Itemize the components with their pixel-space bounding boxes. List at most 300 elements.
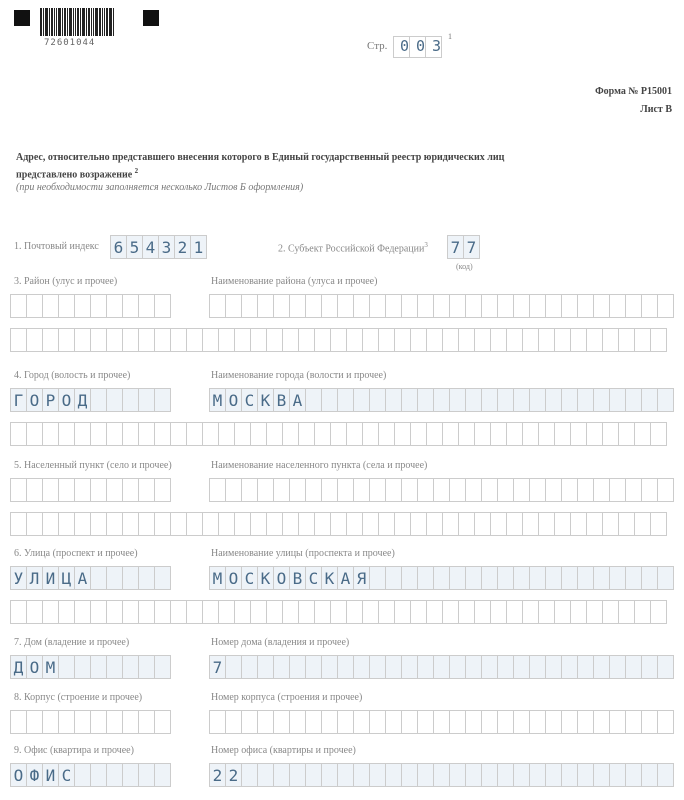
city-continuation-cell xyxy=(459,423,475,445)
city-continuation-cell xyxy=(651,423,667,445)
locality-continuation-cell xyxy=(555,513,571,535)
house-name-field[interactable] xyxy=(209,655,674,679)
city-name-cell xyxy=(354,389,370,411)
city-type-field[interactable] xyxy=(10,388,171,412)
house-name-cell xyxy=(514,656,530,678)
house-name-cell xyxy=(658,656,674,678)
city-continuation-cell xyxy=(203,423,219,445)
house-name-cell xyxy=(482,656,498,678)
office-name-cell xyxy=(434,764,450,786)
city-name-cell xyxy=(530,389,546,411)
locality-type-field[interactable] xyxy=(10,478,171,502)
city-continuation-cell xyxy=(587,423,603,445)
house-type-cell xyxy=(155,656,171,678)
street-type-cell: Л xyxy=(27,567,43,589)
district-type-field[interactable] xyxy=(10,294,171,318)
city-name-field[interactable] xyxy=(209,388,674,412)
corner-marker-left xyxy=(14,10,30,26)
postal-label: 1. Почтовый индекс xyxy=(14,241,99,252)
district-continuation-cell xyxy=(491,329,507,351)
street-name-cell xyxy=(450,567,466,589)
locality-name-cell xyxy=(210,479,226,501)
subject-hint: (код) xyxy=(456,262,473,271)
locality-continuation-cell xyxy=(475,513,491,535)
locality-continuation-cell xyxy=(11,513,27,535)
city-continuation-cell xyxy=(603,423,619,445)
district-name-cell xyxy=(242,295,258,317)
district-continuation-cell xyxy=(219,329,235,351)
district-name-cell xyxy=(338,295,354,317)
office-type-cell: О xyxy=(11,764,27,786)
city-continuation-cell xyxy=(283,423,299,445)
city-type-cell: О xyxy=(27,389,43,411)
street-continuation-cell xyxy=(251,601,267,623)
city-continuation-cell xyxy=(139,423,155,445)
house-name-cell xyxy=(450,656,466,678)
locality-name-cell xyxy=(338,479,354,501)
locality-type-cell xyxy=(123,479,139,501)
district-continuation-cell xyxy=(107,329,123,351)
street-name-cell xyxy=(594,567,610,589)
building-name-cell xyxy=(482,711,498,733)
street-continuation-cell xyxy=(587,601,603,623)
district-name-cell xyxy=(498,295,514,317)
street-name-cell xyxy=(370,567,386,589)
street-name-cell xyxy=(578,567,594,589)
locality-continuation-cell xyxy=(571,513,587,535)
city-name-cell: В xyxy=(274,389,290,411)
office-name-cell: 2 xyxy=(226,764,242,786)
house-type-cell xyxy=(139,656,155,678)
district-continuation-cell xyxy=(427,329,443,351)
street-name-cell xyxy=(386,567,402,589)
district-name-cell xyxy=(290,295,306,317)
district-continuation-cell xyxy=(411,329,427,351)
city-type-cell xyxy=(91,389,107,411)
locality-continuation-cell xyxy=(299,513,315,535)
house-name-cell xyxy=(338,656,354,678)
city-continuation-cell xyxy=(523,423,539,445)
city-name-cell xyxy=(514,389,530,411)
postal-code-cell: 3 xyxy=(159,236,175,258)
locality-name-cell xyxy=(258,479,274,501)
house-name-cell xyxy=(226,656,242,678)
locality-type-cell xyxy=(75,479,91,501)
city-continuation-cell xyxy=(43,423,59,445)
house-name-cell xyxy=(370,656,386,678)
district-continuation-cell xyxy=(395,329,411,351)
district-name-cell xyxy=(226,295,242,317)
house-name-cell: 7 xyxy=(210,656,226,678)
city-name-cell xyxy=(402,389,418,411)
building-name-cell xyxy=(370,711,386,733)
city-continuation-cell xyxy=(123,423,139,445)
locality-continuation-cell xyxy=(235,513,251,535)
street-continuation-cell xyxy=(651,601,667,623)
district-continuation-cell xyxy=(459,329,475,351)
city-continuation-cell xyxy=(347,423,363,445)
street-type-cell xyxy=(155,567,171,589)
street-name-cell xyxy=(418,567,434,589)
house-name-cell xyxy=(498,656,514,678)
district-continuation-cell xyxy=(603,329,619,351)
house-name-cell xyxy=(242,656,258,678)
locality-continuation-cell xyxy=(107,513,123,535)
locality-continuation-cell xyxy=(139,513,155,535)
locality-continuation-cell xyxy=(283,513,299,535)
street-name-cell xyxy=(626,567,642,589)
city-continuation-cell xyxy=(219,423,235,445)
street-name-cell xyxy=(530,567,546,589)
house-name-cell xyxy=(434,656,450,678)
house-type-cell: Д xyxy=(11,656,27,678)
building-name-cell xyxy=(306,711,322,733)
office-name-cell xyxy=(482,764,498,786)
city-name-cell: О xyxy=(226,389,242,411)
house-type-cell xyxy=(123,656,139,678)
city-name-cell xyxy=(626,389,642,411)
building-name-cell xyxy=(402,711,418,733)
district-name-cell xyxy=(418,295,434,317)
building-name-cell xyxy=(258,711,274,733)
locality-continuation-cell xyxy=(459,513,475,535)
district-name-cell xyxy=(354,295,370,317)
district-name-cell xyxy=(546,295,562,317)
office-name-cell xyxy=(338,764,354,786)
district-continuation-cell xyxy=(571,329,587,351)
locality-continuation-cell xyxy=(539,513,555,535)
locality-continuation-field[interactable] xyxy=(10,512,667,536)
locality-continuation-cell xyxy=(315,513,331,535)
office-name-cell xyxy=(370,764,386,786)
district-continuation-cell xyxy=(43,329,59,351)
building-name-cell xyxy=(210,711,226,733)
office-name-cell xyxy=(242,764,258,786)
district-name-cell xyxy=(658,295,674,317)
locality-continuation-cell xyxy=(43,513,59,535)
building-type-cell xyxy=(75,711,91,733)
barcode-number: 72601044 xyxy=(44,38,96,48)
city-name-cell xyxy=(434,389,450,411)
locality-name-cell xyxy=(402,479,418,501)
locality-continuation-cell xyxy=(619,513,635,535)
office-name-field[interactable] xyxy=(209,763,674,787)
district-continuation-cell xyxy=(587,329,603,351)
district-type-cell xyxy=(139,295,155,317)
city-continuation-cell xyxy=(555,423,571,445)
house-type-field[interactable] xyxy=(10,655,171,679)
office-name-cell xyxy=(578,764,594,786)
building-name-cell xyxy=(546,711,562,733)
city-name-cell xyxy=(370,389,386,411)
district-continuation-field[interactable] xyxy=(10,328,667,352)
building-name-cell xyxy=(498,711,514,733)
district-name-cell xyxy=(578,295,594,317)
city-continuation-cell xyxy=(187,423,203,445)
street-name-cell: М xyxy=(210,567,226,589)
locality-continuation-cell xyxy=(123,513,139,535)
office-type-cell xyxy=(107,764,123,786)
district-name-cell xyxy=(530,295,546,317)
street-name-cell xyxy=(642,567,658,589)
locality-continuation-cell xyxy=(651,513,667,535)
district-continuation-cell xyxy=(59,329,75,351)
locality-continuation-cell xyxy=(523,513,539,535)
district-name-label: Наименование района (улуса и прочее) xyxy=(211,276,378,287)
district-continuation-cell xyxy=(619,329,635,351)
locality-name-cell xyxy=(242,479,258,501)
city-name-cell: С xyxy=(242,389,258,411)
district-continuation-cell xyxy=(555,329,571,351)
house-name-cell xyxy=(610,656,626,678)
house-name-cell xyxy=(578,656,594,678)
postal-code-cell: 2 xyxy=(175,236,191,258)
building-type-cell xyxy=(123,711,139,733)
locality-name-cell xyxy=(610,479,626,501)
street-continuation-cell xyxy=(59,601,75,623)
city-type-cell: О xyxy=(59,389,75,411)
house-name-cell xyxy=(642,656,658,678)
locality-name-cell xyxy=(498,479,514,501)
section-title-superscript: 2 xyxy=(134,167,139,175)
office-name-label: Номер офиса (квартиры и прочее) xyxy=(211,745,356,756)
locality-type-label: 5. Населенный пункт (село и прочее) xyxy=(14,460,172,471)
district-continuation-cell xyxy=(123,329,139,351)
office-name-cell xyxy=(274,764,290,786)
locality-name-cell xyxy=(642,479,658,501)
form-label: Форма № Р15001 xyxy=(595,86,672,97)
city-name-cell xyxy=(562,389,578,411)
district-name-cell xyxy=(562,295,578,317)
locality-type-cell xyxy=(91,479,107,501)
street-continuation-field[interactable] xyxy=(10,600,667,624)
postal-code-field[interactable] xyxy=(110,235,207,259)
street-name-field[interactable] xyxy=(209,566,674,590)
locality-continuation-cell xyxy=(587,513,603,535)
house-type-cell xyxy=(91,656,107,678)
house-type-cell xyxy=(59,656,75,678)
street-continuation-cell xyxy=(539,601,555,623)
office-name-cell xyxy=(562,764,578,786)
city-type-cell xyxy=(107,389,123,411)
building-name-cell xyxy=(578,711,594,733)
city-continuation-cell xyxy=(571,423,587,445)
district-name-cell xyxy=(482,295,498,317)
subject-label xyxy=(278,241,428,254)
city-type-cell xyxy=(139,389,155,411)
building-name-cell xyxy=(434,711,450,733)
district-type-label: 3. Район (улус и прочее) xyxy=(14,276,118,287)
city-continuation-cell xyxy=(11,423,27,445)
district-continuation-cell xyxy=(347,329,363,351)
district-continuation-cell xyxy=(139,329,155,351)
city-continuation-cell xyxy=(251,423,267,445)
house-name-cell xyxy=(530,656,546,678)
office-type-cell xyxy=(139,764,155,786)
postal-code-cell: 5 xyxy=(127,236,143,258)
locality-name-cell xyxy=(578,479,594,501)
street-name-cell xyxy=(482,567,498,589)
building-name-cell xyxy=(466,711,482,733)
building-name-cell xyxy=(418,711,434,733)
building-type-cell xyxy=(11,711,27,733)
locality-type-cell xyxy=(107,479,123,501)
street-continuation-cell xyxy=(203,601,219,623)
subject-code-cell: 7 xyxy=(464,236,480,258)
building-name-cell xyxy=(226,711,242,733)
city-continuation-cell xyxy=(171,423,187,445)
city-name-cell xyxy=(610,389,626,411)
office-type-field[interactable] xyxy=(10,763,171,787)
street-continuation-cell xyxy=(107,601,123,623)
city-name-cell xyxy=(450,389,466,411)
street-continuation-cell xyxy=(155,601,171,623)
office-name-cell xyxy=(530,764,546,786)
city-name-label: Наименование города (волости и прочее) xyxy=(211,370,387,381)
district-continuation-cell xyxy=(203,329,219,351)
district-name-cell xyxy=(386,295,402,317)
street-continuation-cell xyxy=(507,601,523,623)
city-continuation-cell xyxy=(619,423,635,445)
locality-name-cell xyxy=(546,479,562,501)
city-type-cell xyxy=(123,389,139,411)
office-name-cell xyxy=(258,764,274,786)
city-continuation-cell xyxy=(299,423,315,445)
district-continuation-cell xyxy=(523,329,539,351)
district-name-cell xyxy=(402,295,418,317)
district-continuation-cell xyxy=(507,329,523,351)
subject-code-field[interactable] xyxy=(447,235,480,259)
house-type-cell: М xyxy=(43,656,59,678)
district-name-field[interactable] xyxy=(209,294,674,318)
district-continuation-cell xyxy=(443,329,459,351)
office-name-cell xyxy=(322,764,338,786)
house-name-cell xyxy=(546,656,562,678)
street-name-cell xyxy=(402,567,418,589)
city-name-cell xyxy=(578,389,594,411)
locality-continuation-cell xyxy=(491,513,507,535)
office-name-cell xyxy=(306,764,322,786)
street-name-cell xyxy=(658,567,674,589)
street-continuation-cell xyxy=(123,601,139,623)
locality-name-cell xyxy=(370,479,386,501)
locality-continuation-cell xyxy=(603,513,619,535)
district-continuation-cell xyxy=(11,329,27,351)
city-type-label: 4. Город (волость и прочее) xyxy=(14,370,131,381)
city-continuation-field[interactable] xyxy=(10,422,667,446)
locality-name-field[interactable] xyxy=(209,478,674,502)
street-name-label: Наименование улицы (проспекта и прочее) xyxy=(211,548,395,559)
city-type-cell xyxy=(155,389,171,411)
locality-continuation-cell xyxy=(427,513,443,535)
street-continuation-cell xyxy=(11,601,27,623)
street-name-cell xyxy=(514,567,530,589)
locality-name-cell xyxy=(418,479,434,501)
city-name-cell xyxy=(338,389,354,411)
street-name-cell: С xyxy=(306,567,322,589)
locality-continuation-cell xyxy=(155,513,171,535)
street-continuation-cell xyxy=(75,601,91,623)
locality-type-cell xyxy=(139,479,155,501)
city-continuation-cell xyxy=(427,423,443,445)
street-continuation-cell xyxy=(299,601,315,623)
building-name-field[interactable] xyxy=(209,710,674,734)
locality-name-cell xyxy=(450,479,466,501)
locality-name-cell xyxy=(226,479,242,501)
district-name-cell xyxy=(434,295,450,317)
office-name-cell xyxy=(450,764,466,786)
street-type-cell: А xyxy=(75,567,91,589)
street-name-cell xyxy=(498,567,514,589)
building-type-field[interactable] xyxy=(10,710,171,734)
locality-continuation-cell xyxy=(251,513,267,535)
street-name-cell xyxy=(610,567,626,589)
street-name-cell xyxy=(434,567,450,589)
locality-continuation-cell xyxy=(507,513,523,535)
street-continuation-cell xyxy=(619,601,635,623)
street-continuation-cell xyxy=(235,601,251,623)
office-type-label: 9. Офис (квартира и прочее) xyxy=(14,745,134,756)
street-name-cell xyxy=(466,567,482,589)
street-continuation-cell xyxy=(571,601,587,623)
street-type-cell: И xyxy=(43,567,59,589)
district-name-cell xyxy=(210,295,226,317)
district-continuation-cell xyxy=(379,329,395,351)
city-continuation-cell xyxy=(475,423,491,445)
city-continuation-cell xyxy=(539,423,555,445)
office-type-cell: Ф xyxy=(27,764,43,786)
locality-name-cell xyxy=(482,479,498,501)
locality-continuation-cell xyxy=(635,513,651,535)
city-continuation-cell xyxy=(507,423,523,445)
district-continuation-cell xyxy=(363,329,379,351)
locality-name-cell xyxy=(354,479,370,501)
section-note: (при необходимости заполняется несколько Листов Б оформления) xyxy=(16,182,304,193)
office-name-cell xyxy=(402,764,418,786)
street-continuation-cell xyxy=(363,601,379,623)
city-name-cell xyxy=(546,389,562,411)
city-type-cell: Д xyxy=(75,389,91,411)
street-type-field[interactable] xyxy=(10,566,171,590)
office-name-cell xyxy=(546,764,562,786)
city-name-cell xyxy=(418,389,434,411)
office-name-cell xyxy=(290,764,306,786)
district-name-cell xyxy=(450,295,466,317)
street-continuation-cell xyxy=(267,601,283,623)
house-name-cell xyxy=(354,656,370,678)
building-name-cell xyxy=(354,711,370,733)
house-name-label: Номер дома (владения и прочее) xyxy=(211,637,350,648)
street-name-cell: А xyxy=(338,567,354,589)
building-name-cell xyxy=(658,711,674,733)
section-title-line1: Адрес, относительно представшего внесения которого в Единый государственный реестр юридических лиц xyxy=(16,152,505,163)
house-name-cell xyxy=(402,656,418,678)
district-continuation-cell xyxy=(187,329,203,351)
locality-name-cell xyxy=(306,479,322,501)
locality-name-cell xyxy=(514,479,530,501)
locality-continuation-cell xyxy=(187,513,203,535)
office-name-cell: 2 xyxy=(210,764,226,786)
office-name-cell xyxy=(514,764,530,786)
building-type-cell xyxy=(107,711,123,733)
city-name-cell: М xyxy=(210,389,226,411)
office-type-cell xyxy=(155,764,171,786)
locality-type-cell xyxy=(43,479,59,501)
barcode xyxy=(40,8,115,36)
building-name-cell xyxy=(642,711,658,733)
locality-name-cell xyxy=(386,479,402,501)
street-continuation-cell xyxy=(635,601,651,623)
